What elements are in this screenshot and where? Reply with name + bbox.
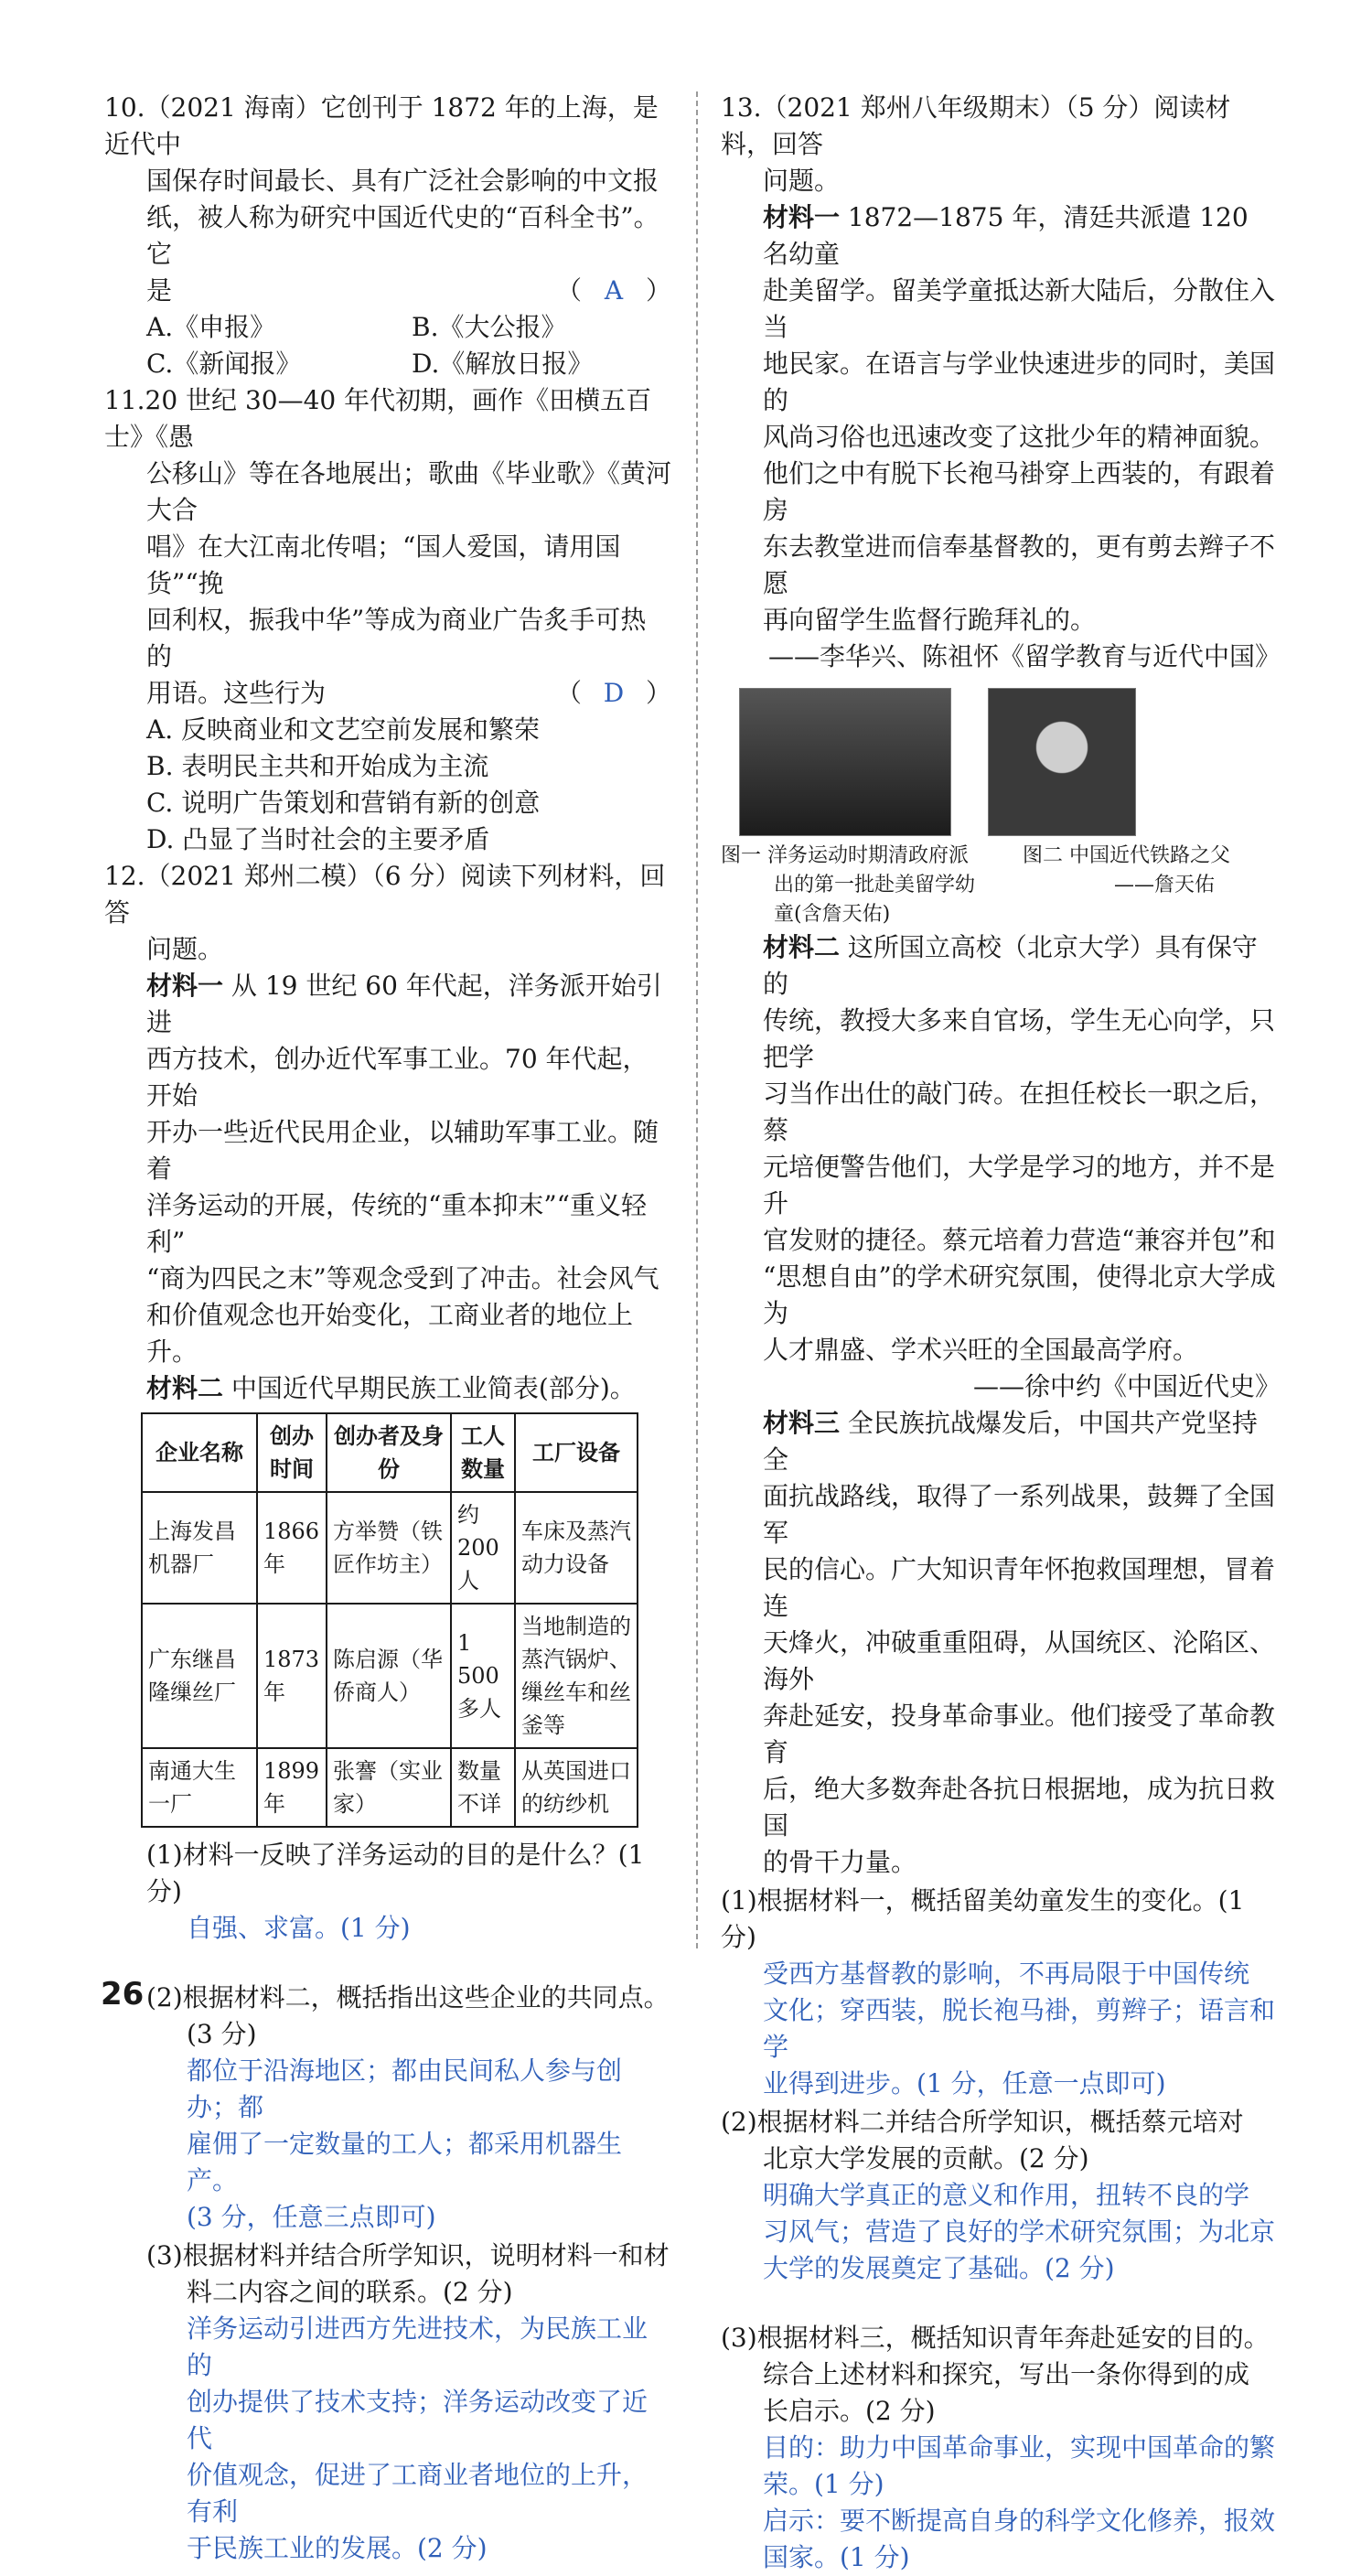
table-cell: 数量不详	[451, 1748, 515, 1827]
q10-line: 纸，被人称为研究中国近代史的“百科全书”。它	[146, 202, 659, 269]
q12-material-1	[104, 968, 671, 1041]
question-10	[104, 90, 671, 382]
q13-material-1	[721, 199, 1281, 273]
q13-line: 13.（2021 郑州八年级期末）（5 分）阅读材料，回答	[721, 92, 1231, 159]
photo-captions	[721, 842, 1281, 929]
table-cell: 南通大生一厂	[142, 1748, 257, 1827]
q13-s1-question: (1)根据材料一，概括留美幼童发生的变化。(1 分)	[721, 1885, 1245, 1952]
q12-s2-question: (3 分)	[187, 2019, 257, 2049]
paren-close: ）	[645, 275, 671, 306]
q13-m3-line: 全民族抗战爆发后，中国共产党坚持全	[763, 1408, 1258, 1475]
q13-s2-answer: 大学的发展奠定了基础。(2 分)	[763, 2253, 1115, 2283]
caption-line: 童(含詹天佑)	[774, 903, 891, 926]
q13-sub-2	[721, 2104, 1281, 2287]
q13-s2-answer: 明确大学真正的意义和作用，扭转不良的学	[763, 2180, 1250, 2210]
q12-s1-question: (1)材料一反映了洋务运动的目的是什么？(1 分)	[146, 1840, 645, 1906]
table-cell: 方举赞（铁匠作坊主）	[327, 1492, 451, 1604]
q13-sub-3	[721, 2320, 1281, 2576]
q13-s1-answer: 受西方基督教的影响，不再局限于中国传统	[763, 1959, 1250, 1989]
q13-s3-question: (3)根据材料三，概括知识青年奔赴延安的目的。	[721, 2323, 1270, 2353]
q13-s3-answer: 国家。(1 分)	[763, 2542, 910, 2572]
q13-m3-line: 天烽火，冲破重重阻碍，从国统区、沦陷区、海外	[763, 1627, 1276, 1694]
q12-material-1-label: 材料一	[146, 971, 224, 1001]
paren-open: （	[555, 275, 582, 306]
q13-s2-question: (2)根据材料二并结合所学知识，概括蔡元培对	[721, 2107, 1244, 2137]
q12-line: 12.（2021 郑州二模）（6 分）阅读下列材料，回答	[104, 861, 666, 928]
q12-s2-answer: 雇佣了一定数量的工人；都采用机器生产。	[187, 2129, 623, 2195]
q12-s3-answer: 洋务运动引进西方先进技术，为民族工业的	[187, 2313, 648, 2380]
q12-m1-line: “商为四民之末”等观念受到了冲击。社会风气	[146, 1263, 659, 1293]
caption-line: 出的第一批赴美留学幼	[774, 874, 976, 896]
industry-table	[141, 1412, 638, 1828]
q11-line: 公移山》等在各地展出；歌曲《毕业歌》《黄河大合	[146, 458, 672, 525]
q12-s2-answer: (3 分，任意三点即可)	[187, 2202, 436, 2232]
q12-line: 问题。	[146, 934, 224, 964]
q13-m2-line: 习当作出仕的敲门砖。在担任校长一职之后，蔡	[763, 1079, 1276, 1145]
q10-answer: A	[604, 275, 624, 306]
student-group-photo	[739, 688, 951, 836]
q11-line: 回利权，振我中华”等成为商业广告炙手可热的	[146, 605, 647, 671]
table-row	[142, 1748, 638, 1827]
caption-line: ——詹天佑	[1114, 874, 1216, 896]
q12-material-2-label: 材料二	[146, 1373, 224, 1403]
caption-figure-1	[721, 842, 1004, 929]
q11-option-b: B. 表明民主共和开始成为主流	[146, 751, 489, 781]
q11-line: 用语。这些行为	[146, 678, 327, 708]
table-cell: 1899 年	[257, 1748, 327, 1827]
paren-open: （	[555, 678, 582, 708]
q13-m2-line: 这所国立高校（北京大学）具有保守的	[763, 932, 1258, 999]
q12-sub-2	[104, 1980, 671, 2236]
zhan-tianyou-portrait	[988, 688, 1136, 836]
table-header: 创办时间	[257, 1413, 327, 1492]
question-13	[721, 90, 1281, 2576]
q13-material-1-label: 材料一	[763, 202, 841, 232]
q10-line: 10.（2021 海南）它创刊于 1872 年的上海，是近代中	[104, 92, 659, 159]
caption-figure-2	[1023, 842, 1260, 929]
q11-line: 11.20 世纪 30—40 年代初期，画作《田横五百士》《愚	[104, 385, 652, 452]
q13-m1-line: 1872—1875 年，清廷共派遣 120 名幼童	[763, 202, 1249, 269]
q12-s2-answer: 都位于沿海地区；都由民间私人参与创办；都	[187, 2055, 623, 2122]
q13-s1-answer: 业得到进步。(1 分，任意一点即可)	[763, 2068, 1166, 2098]
q12-s3-question: 料二内容之间的联系。(2 分)	[187, 2277, 513, 2307]
q13-m2-line: 元培便警告他们，大学是学习的地方，并不是升	[763, 1152, 1276, 1218]
q13-s3-answer: 荣。(1 分)	[763, 2469, 884, 2499]
question-11	[104, 382, 671, 858]
q13-m2-citation: ——徐中约《中国近代史》	[972, 1371, 1281, 1401]
q12-s3-question: (3)根据材料并结合所学知识，说明材料一和材	[146, 2240, 670, 2270]
q13-s3-question: 综合上述材料和探究，写出一条你得到的成	[763, 2359, 1250, 2389]
q13-m1-citation: ——李华兴、陈祖怀《留学教育与近代中国》	[767, 641, 1281, 671]
q11-option-d: D. 凸显了当时社会的主要矛盾	[146, 824, 490, 854]
q12-s3-answer: 价值观念，促进了工商业者地位的上升，有利	[187, 2460, 648, 2527]
q13-m3-line: 奔赴延安，投身革命事业。他们接受了革命教育	[763, 1701, 1276, 1767]
q13-material-2	[721, 929, 1281, 1003]
photo-row	[721, 688, 1281, 836]
table-cell: 张謇（实业家）	[327, 1748, 451, 1827]
q13-material-3-label: 材料三	[763, 1408, 841, 1438]
q12-s2-question: (2)根据材料二，概括指出这些企业的共同点。	[146, 1982, 670, 2012]
q13-m1-line: 地民家。在语言与学业快速进步的同时，美国的	[763, 349, 1276, 415]
q12-material-2	[104, 1370, 671, 1407]
q13-m1-line: 他们之中有脱下长袍马褂穿上西装的，有跟着房	[763, 458, 1276, 525]
table-header: 创办者及身份	[327, 1413, 451, 1492]
table-row	[142, 1604, 638, 1748]
q13-m2-line: “思想自由”的学术研究氛围，使得北京大学成为	[763, 1261, 1276, 1328]
q11-option-a: A. 反映商业和文艺空前发展和繁荣	[146, 714, 541, 745]
q13-m1-line: 赴美留学。留美学童抵达新大陆后，分散住入当	[763, 275, 1276, 342]
q13-m3-line: 的骨干力量。	[763, 1847, 917, 1877]
table-header: 企业名称	[142, 1413, 257, 1492]
q12-m1-line: 西方技术，创办近代军事工业。70 年代起，开始	[146, 1044, 648, 1111]
q13-m2-line: 官发财的捷径。蔡元培着力营造“兼容并包”和	[763, 1225, 1276, 1255]
table-cell: 车床及蒸汽动力设备	[515, 1492, 638, 1604]
q10-line: 是	[146, 275, 173, 306]
q12-m1-line: 从 19 世纪 60 年代起，洋务派开始引进	[146, 971, 662, 1037]
q13-s3-answer: 目的：助力中国革命事业，实现中国革命的繁	[763, 2432, 1276, 2463]
column-divider	[696, 91, 698, 1948]
q10-answer-paren	[556, 273, 671, 309]
caption-line: 图二 中国近代铁路之父	[1023, 844, 1230, 867]
q10-option-d: D.《解放日报》	[412, 349, 594, 379]
q12-material-2-text: 中国近代早期民族工业简表(部分)。	[230, 1373, 636, 1403]
q13-m1-line: 东去教堂进而信奉基督教的，更有剪去辫子不愿	[763, 531, 1276, 598]
q13-m1-line: 风尚习俗也迅速改变了这批少年的精神面貌。	[763, 422, 1276, 452]
q13-s3-answer: 启示：要不断提高自身的科学文化修养，报效	[763, 2506, 1276, 2536]
q13-s2-question: 北京大学发展的贡献。(2 分)	[763, 2143, 1089, 2174]
q11-line: 唱》在大江南北传唱；“国人爱国，请用国货”“挽	[146, 531, 621, 598]
table-cell: 1873 年	[257, 1604, 327, 1748]
q13-s1-answer: 文化；穿西装，脱长袍马褂，剪辫子；语言和学	[763, 1995, 1276, 2062]
q10-option-b: B.《大公报》	[412, 312, 567, 342]
q10-options	[104, 309, 671, 382]
right-column	[721, 90, 1281, 2576]
q13-m1-line: 再向留学生监督行跪拜礼的。	[763, 605, 1097, 635]
page-number: 26	[101, 1976, 145, 2012]
q12-s3-answer: 于民族工业的发展。(2 分)	[187, 2533, 488, 2563]
q12-m1-line: 洋务运动的开展，传统的“重本抑末”“重义轻利”	[146, 1190, 647, 1257]
table-cell: 广东继昌隆缫丝厂	[142, 1604, 257, 1748]
table-cell: 上海发昌机器厂	[142, 1492, 257, 1604]
table-header: 工厂设备	[515, 1413, 638, 1492]
question-12	[104, 858, 671, 2567]
q10-line-last	[104, 273, 671, 309]
q10-line: 国保存时间最长、具有广泛社会影响的中文报	[146, 166, 659, 196]
paren-close: ）	[645, 678, 671, 708]
table-header-row	[142, 1413, 638, 1492]
table-cell: 从英国进口的纺纱机	[515, 1748, 638, 1827]
q10-option-c: C.《新闻报》	[146, 349, 302, 379]
q10-option-a: A.《申报》	[146, 312, 276, 342]
q12-s1-answer: 自强、求富。(1 分)	[187, 1913, 411, 1943]
q13-s2-answer: 习风气；营造了良好的学术研究氛围；为北京	[763, 2216, 1276, 2247]
q13-material-3	[721, 1405, 1281, 1478]
q11-answer: D	[603, 678, 625, 708]
q13-m3-line: 面抗战路线，取得了一系列战果，鼓舞了全国军	[763, 1481, 1276, 1548]
table-cell: 1866 年	[257, 1492, 327, 1604]
q13-material-2-label: 材料二	[763, 932, 841, 962]
q12-s3-answer: 创办提供了技术支持；洋务运动改变了近代	[187, 2387, 648, 2453]
table-header: 工人数量	[451, 1413, 515, 1492]
q13-m3-line: 后，绝大多数奔赴各抗日根据地，成为抗日救国	[763, 1774, 1276, 1841]
caption-line: 图一 洋务运动时期清政府派	[721, 844, 969, 867]
q12-sub-1	[104, 1837, 671, 1947]
left-column	[104, 90, 671, 2567]
q11-option-c: C. 说明广告策划和营销有新的创意	[146, 788, 541, 818]
table-cell: 约 200 人	[451, 1492, 515, 1604]
q13-m3-line: 民的信心。广大知识青年怀抱救国理想，冒着连	[763, 1554, 1276, 1621]
table-row	[142, 1492, 638, 1604]
q13-line: 问题。	[763, 166, 841, 196]
table-cell: 陈启源（华侨商人）	[327, 1604, 451, 1748]
q13-sub-1	[721, 1883, 1281, 2102]
q13-m2-line: 人才鼎盛、学术兴旺的全国最高学府。	[763, 1335, 1199, 1365]
table-cell: 当地制造的蒸汽锅炉、缫丝车和丝釜等	[515, 1604, 638, 1748]
q12-m1-line: 开办一些近代民用企业，以辅助军事工业。随着	[146, 1117, 659, 1184]
q12-m1-line: 和价值观念也开始变化，工商业者的地位上升。	[146, 1300, 634, 1367]
q11-line-last	[104, 675, 671, 712]
q13-s3-question: 长启示。(2 分)	[763, 2396, 936, 2426]
q11-answer-paren	[556, 675, 671, 712]
table-cell: 1 500 多人	[451, 1604, 515, 1748]
q13-m2-line: 传统，教授大多来自官场，学生无心向学，只把学	[763, 1005, 1276, 1072]
q12-sub-3	[104, 2238, 671, 2567]
